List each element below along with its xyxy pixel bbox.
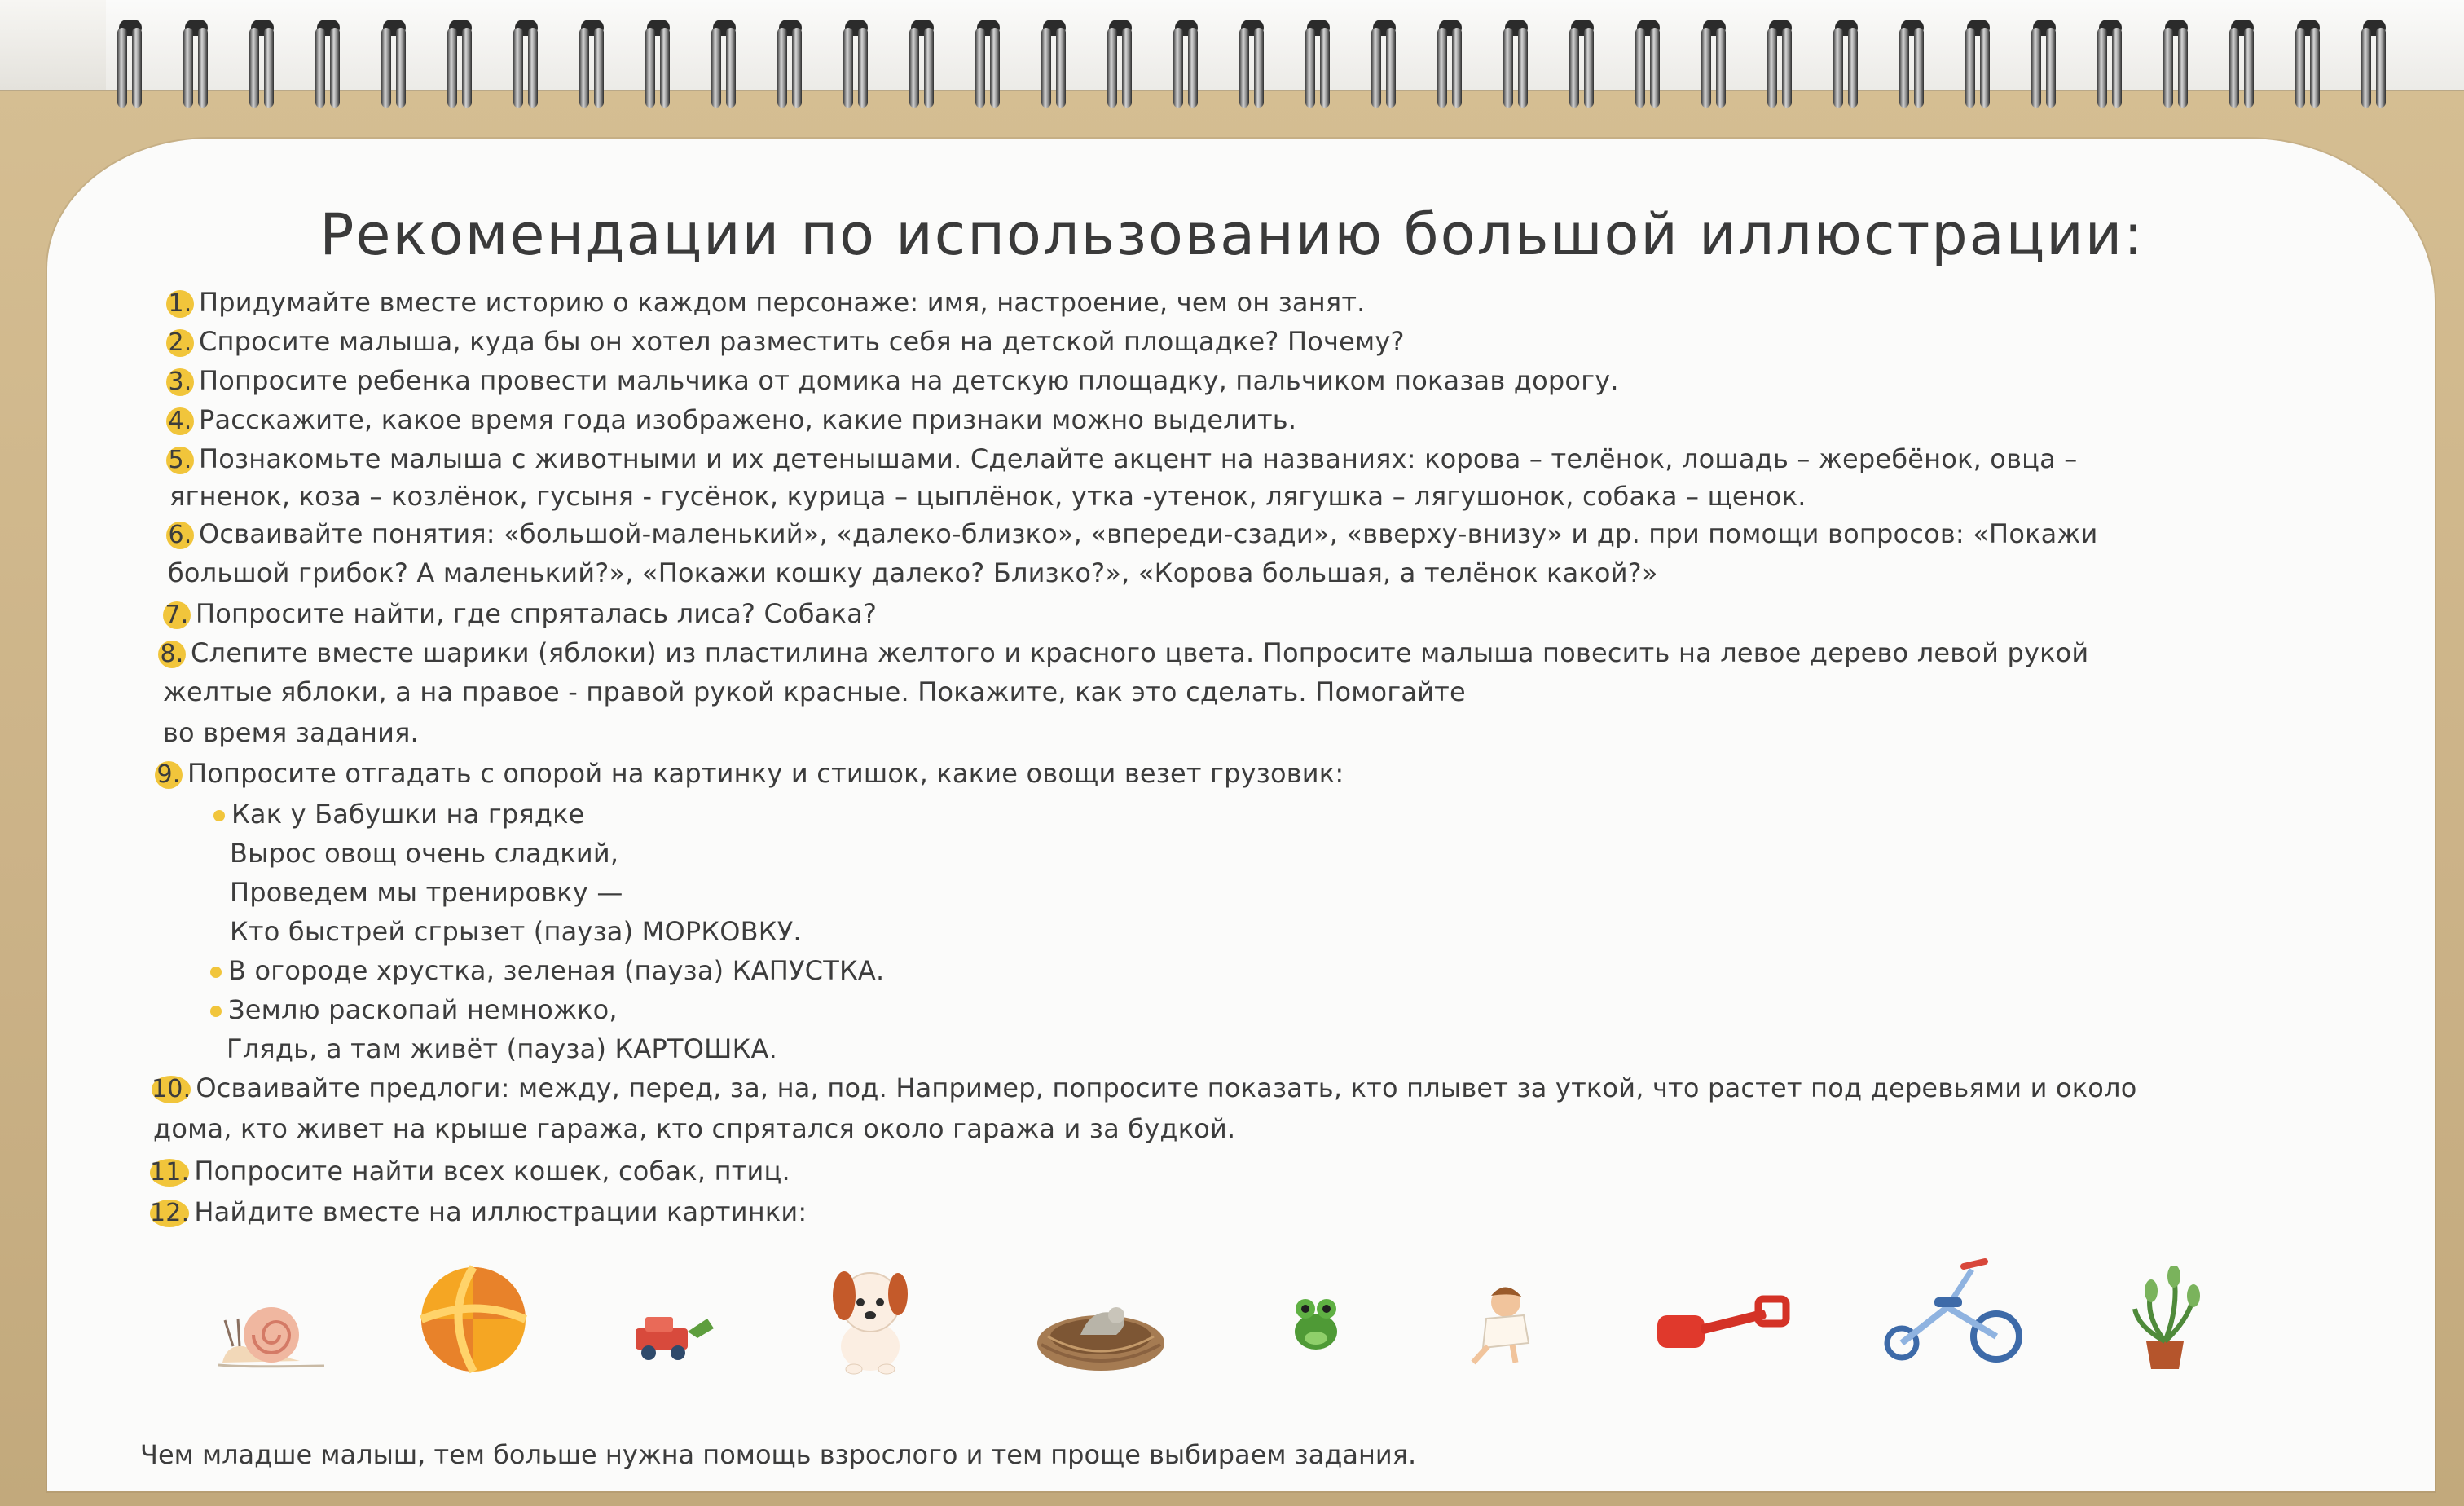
spiral-ring [1566, 20, 1599, 116]
spiral-ring [1896, 20, 1929, 116]
item-text: Осваивайте понятия: «большой-маленький», «далеко-близко», «впереди-сзади», «вверху-внизу» и др. при помощи вопросов: «Покажи [199, 518, 2098, 549]
poem-2-line-1 [210, 955, 884, 986]
item-number: 10. [152, 1075, 191, 1103]
item-number: 1. [166, 290, 194, 318]
bullet-dot [213, 810, 225, 821]
spiral-ring [1830, 20, 1863, 116]
item-number: 6. [166, 522, 194, 549]
shovel-icon [1654, 1289, 1793, 1354]
tricycle-icon [1884, 1255, 2022, 1369]
poem-1-line-3: Проведем мы тренировку — [230, 877, 623, 908]
item-text: Осваивайте предлоги: между, перед, за, на, под. Например, попросите показать, кто плывет за уткой, что растет под деревьями и около [196, 1072, 2137, 1103]
poem-1-line-2: Вырос овощ очень сладкий, [230, 838, 619, 869]
item-number: 3. [166, 368, 194, 396]
item-number: 9. [155, 761, 183, 789]
spiral-ring [1170, 20, 1203, 116]
item-3 [166, 365, 1619, 396]
spiral-ring [972, 20, 1005, 116]
spiral-ring [1500, 20, 1533, 116]
toy-car-icon [629, 1307, 719, 1364]
item-4 [166, 404, 1296, 435]
spiral-ring [576, 20, 609, 116]
spiral-ring [180, 20, 213, 116]
potted-plant-icon [2128, 1266, 2202, 1372]
frog-icon [1287, 1289, 1344, 1354]
item-5 [166, 443, 2078, 474]
bullet-dot [210, 967, 222, 978]
item-10-continued: дома, кто живет на крыше гаража, кто спрятался около гаража и за будкой. [153, 1113, 1236, 1144]
item-12 [150, 1196, 807, 1227]
item-text: Попросите найти, где спряталась лиса? Собака? [196, 598, 878, 629]
doll-icon [1455, 1278, 1545, 1367]
item-text: Попросите ребенка провести мальчика от домика на детскую площадку, пальчиком показав дорогу. [199, 365, 1619, 396]
item-text: Попросите отгадать с опорой на картинку и стишок, какие овощи везет грузовик: [187, 758, 1344, 789]
top-sheet-corner [0, 0, 106, 90]
poem-3-line-2: Глядь, а там живёт (пауза) КАРТОШКА. [227, 1033, 777, 1064]
poem-1-line-4: Кто быстрей сгрызет (пауза) МОРКОВКУ. [230, 916, 802, 947]
spiral-ring [2292, 20, 2325, 116]
spiral-ring [1368, 20, 1401, 116]
spiral-ring [1104, 20, 1137, 116]
spiral-ring [906, 20, 939, 116]
item-text: Придумайте вместе историю о каждом персонаже: имя, настроение, чем он занят. [199, 287, 1366, 318]
poem-text: В огороде хрустка, зеленая (пауза) КАПУСТКА. [228, 955, 885, 986]
item-number: 11. [150, 1158, 190, 1187]
spiral-ring [2226, 20, 2259, 116]
item-text: Познакомьте малыша с животными и их детенышами. Сделайте акцент на названиях: корова – телёнок, лошадь – жеребёнок, овца – [199, 443, 2078, 474]
spiral-ring [708, 20, 741, 116]
page-title: Рекомендации по использованию большой иллюстрации: [319, 200, 2145, 268]
item-number: 2. [166, 329, 194, 357]
item-6 [166, 518, 2097, 549]
spiral-ring [1038, 20, 1071, 116]
spiral-ring [312, 20, 345, 116]
item-8-continued-2: во время задания. [163, 717, 419, 748]
spiral-ring [1236, 20, 1269, 116]
spiral-ring [510, 20, 543, 116]
item-number: 7. [163, 601, 191, 629]
item-number: 5. [166, 447, 194, 474]
item-text: Расскажите, какое время года изображено, какие признаки можно выделить. [199, 404, 1297, 435]
spiral-ring [642, 20, 675, 116]
item-1 [166, 287, 1366, 318]
item-number: 8. [158, 641, 186, 668]
ball-icon [419, 1265, 528, 1374]
spiral-ring [1698, 20, 1731, 116]
bird-nest-icon [1032, 1288, 1170, 1377]
spiral-ring [2160, 20, 2193, 116]
spiral-ring [1302, 20, 1335, 116]
item-text: Попросите найти всех кошек, собак, птиц. [194, 1156, 790, 1187]
spiral-ring [1632, 20, 1665, 116]
picture-row [0, 1255, 2464, 1385]
spiral-ring [246, 20, 279, 116]
item-number: 12. [150, 1199, 190, 1227]
spiral-ring [1764, 20, 1797, 116]
spiral-ring [378, 20, 411, 116]
footer-note: Чем младше малыш, тем больше нужна помощь взрослого и тем проще выбираем задания. [140, 1439, 1417, 1470]
spiral-ring [2028, 20, 2061, 116]
bullet-dot [210, 1006, 222, 1017]
item-10 [152, 1072, 2136, 1103]
spiral-ring [1434, 20, 1467, 116]
poem-text: Землю раскопай немножко, [228, 994, 618, 1025]
item-number: 4. [166, 407, 194, 435]
poem-text: Как у Бабушки на грядке [231, 799, 585, 830]
item-7 [163, 598, 877, 629]
snail-icon [210, 1288, 332, 1377]
item-2 [166, 326, 1405, 357]
item-11 [150, 1156, 790, 1187]
item-6-continued: большой грибок? А маленький?», «Покажи кошку далеко? Близко?», «Корова большая, а телёнок какой?» [168, 557, 1658, 588]
item-8-continued: желтые яблоки, а на правое - правой рукой красные. Покажите, как это сделать. Помогайте [163, 676, 1466, 707]
spiral-ring [1962, 20, 1995, 116]
puppy-icon [818, 1255, 924, 1377]
item-text: Спросите малыша, куда бы он хотел разместить себя на детской площадке? Почему? [199, 326, 1405, 357]
item-9 [155, 758, 1344, 789]
poem-1-line-1 [213, 799, 585, 830]
spiral-ring [114, 20, 147, 116]
spiral-ring [2094, 20, 2127, 116]
item-5-continued: ягненок, коза – козлёнок, гусыня - гусёнок, курица – цыплёнок, утка -утенок, лягушка – лягушонок, собака – щенок. [169, 481, 1806, 512]
item-8 [158, 637, 2088, 668]
spiral-ring [2358, 20, 2391, 116]
spiral-ring [840, 20, 873, 116]
spiral-ring [774, 20, 807, 116]
item-text: Слепите вместе шарики (яблоки) из пластилина желтого и красного цвета. Попросите малыша повесить на левое дерево левой рукой [191, 637, 2089, 668]
poem-3-line-1 [210, 994, 618, 1025]
spiral-ring [444, 20, 477, 116]
item-text: Найдите вместе на иллюстрации картинки: [194, 1196, 807, 1227]
